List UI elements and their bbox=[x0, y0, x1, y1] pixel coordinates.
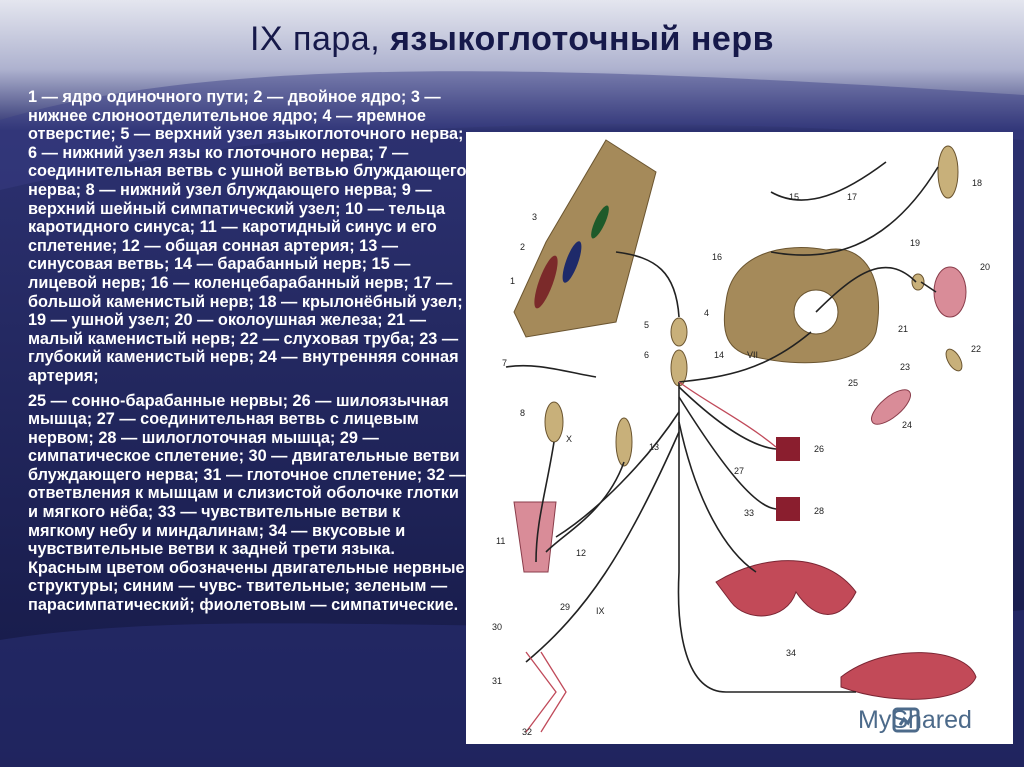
label-32: 32 bbox=[522, 727, 533, 737]
label-16: 16 bbox=[712, 252, 723, 262]
legend-text bbox=[28, 88, 468, 621]
label-28: 28 bbox=[814, 506, 825, 516]
legend-paragraph-2: 25 — сонно-барабанные нервы; 26 — шилоязычная мышца; 27 — соединительная ветвь с лицевым нервом; 28 — шилоглоточная мышца; 29 — симпатическое сплетение; 30 — двигательные ветви блуждающего нерва; 31 — глоточное сплетение; 32 — ответвления к мышцам и слизистой оболочке глотки и мягкого нёба; 33 — чувствительные ветви к мягкому небу и миндалинам; 34 — вкусовые и чувствительные ветви к задней трети языка. Красным цветом обозначены двигательные нервные структуры; синим — чувс- твительные; зеленым — парасимпатический; фиолетовым — симпатические. bbox=[28, 391, 466, 615]
parotid-gland bbox=[934, 267, 966, 317]
label-vii: VII bbox=[747, 350, 759, 360]
label-17: 17 bbox=[847, 192, 858, 202]
soft-palate bbox=[716, 561, 856, 616]
diagram-panel bbox=[466, 132, 1013, 744]
watermark-text: MyShared bbox=[858, 706, 972, 734]
label-22: 22 bbox=[971, 344, 982, 354]
label-19: 19 bbox=[910, 238, 921, 248]
label-12: 12 bbox=[576, 548, 587, 558]
stylopharyngeal-muscle-26 bbox=[776, 437, 800, 461]
nerve-diagram bbox=[466, 132, 1013, 744]
label-4: 4 bbox=[704, 308, 710, 318]
label-2: 2 bbox=[520, 242, 526, 252]
title-prefix: IX пара, bbox=[249, 20, 391, 58]
label-21: 21 bbox=[898, 324, 909, 334]
label-6: 6 bbox=[644, 350, 650, 360]
label-ix: IX bbox=[596, 606, 605, 616]
title-bold: языкоглоточный нерв bbox=[390, 20, 774, 58]
label-5: 5 bbox=[644, 320, 650, 330]
label-27: 27 bbox=[734, 466, 745, 476]
brainstem-shape bbox=[514, 140, 656, 337]
label-1: 1 bbox=[510, 276, 516, 286]
label-18: 18 bbox=[972, 178, 983, 188]
superior-glossopharyngeal-ganglion bbox=[671, 318, 687, 346]
label-x: X bbox=[566, 434, 573, 444]
label-15: 15 bbox=[789, 192, 800, 202]
superior-cervical-ganglion bbox=[616, 418, 632, 466]
label-20: 20 bbox=[980, 262, 991, 272]
auditory-tube bbox=[943, 347, 965, 374]
label-3: 3 bbox=[532, 212, 538, 222]
label-23: 23 bbox=[900, 362, 911, 372]
pterygopalatine-ganglion bbox=[938, 146, 958, 198]
stylopharyngeal-muscle-28 bbox=[776, 497, 800, 521]
label-30: 30 bbox=[492, 622, 503, 632]
carotid-sinus bbox=[514, 502, 556, 572]
label-29: 29 bbox=[560, 602, 571, 612]
slide-title bbox=[0, 20, 1024, 59]
label-8: 8 bbox=[520, 408, 526, 418]
label-34: 34 bbox=[786, 648, 797, 658]
label-25: 25 bbox=[848, 378, 859, 388]
tongue-posterior bbox=[841, 653, 976, 700]
inferior-vagal-ganglion bbox=[545, 402, 563, 442]
label-26: 26 bbox=[814, 444, 825, 454]
label-33: 33 bbox=[744, 508, 755, 518]
label-14: 14 bbox=[714, 350, 725, 360]
label-7: 7 bbox=[502, 358, 508, 368]
label-31: 31 bbox=[492, 676, 503, 686]
label-11: 11 bbox=[496, 536, 506, 546]
legend-paragraph-1: 1 — ядро одиночного пути; 2 — двойное ядро; 3 — нижнее слюноотделительное ядро; 4 — яремное отверстие; 5 — верхний узел языкоглоточного нерва; 6 — нижний узел язы ко глоточного нерва; 7 — соединительная ветвь с ушной ветвью блуждающего нерва; 8 — нижний узел блуждающего нерва; 9 — верхний шейный симпатический узел; 10 — тельца каротидного синуса; 11 — каротидный синус и его сплетение; 12 — общая сонная артерия; 13 — синусовая ветвь; 14 — барабанный нерв; 15 — лицевой нерв; 16 — коленцебарабанный нерв; 17 — большой каменистый нерв; 18 — крылонёбный узел; 19 — ушной узел; 20 — околоушная железа; 21 — малый каменистый нерв; 22 — слуховая труба; 23 — глубокий каменистый нерв; 24 — внутренняя сонная артерия; bbox=[28, 88, 467, 385]
label-13: 13 bbox=[649, 442, 660, 452]
label-24: 24 bbox=[902, 420, 913, 430]
